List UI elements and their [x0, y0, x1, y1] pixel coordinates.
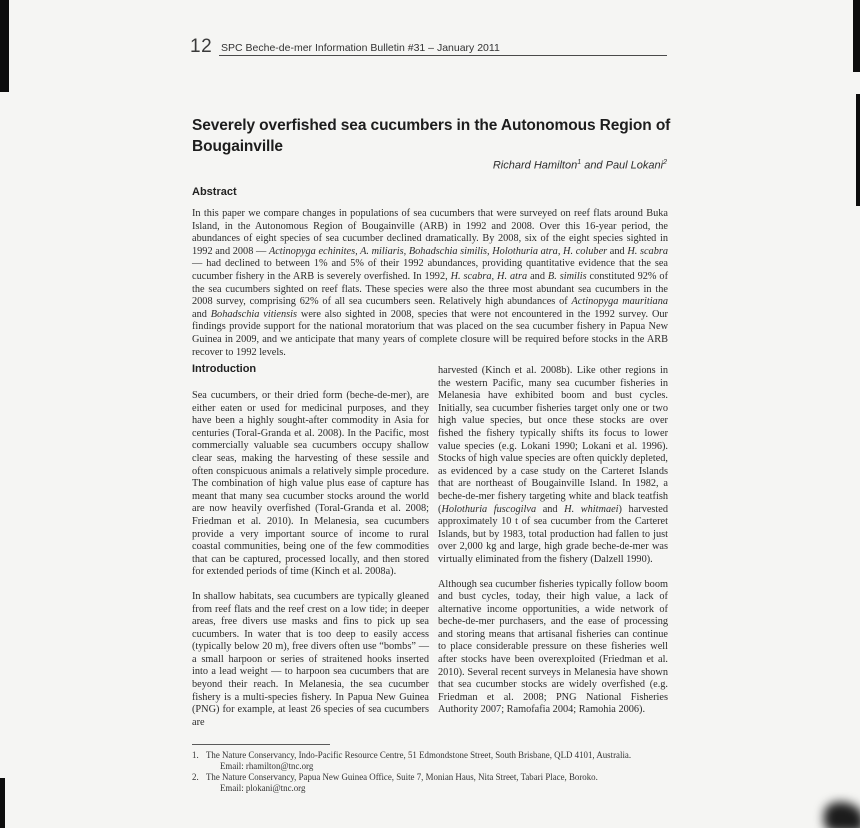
scan-artifact-corner-smudge — [824, 802, 860, 828]
footnote-1 — [192, 750, 674, 772]
footnote-1-number: 1. — [192, 750, 199, 760]
intro-right-paragraph-1: harvested (Kinch et al. 2008b). Like other regions in the western Pacific, many sea cucumber fisheries in Melanesia have exhibited boom and bust cycles. Initially, sea cucumber fisheries target only one or two high value species, but once these stocks are over fished the fishery typically shifts its focus to lower value species (e.g. Lokani 1990; Lokani et al. 1996). Stocks of high value species are often quickly depleted, as evidenced by a case study on the Carteret Islands that are northeast of Bougainville Island. In 1982, a beche-de-mer fishery targeting white and black teatfish (Holothuria fuscogilva and H. whitmaei) harvested approximately 10 t of sea cucumber from the Carteret Islands, but by 1983, total production had fallen to just over 2,000 kg and large, high grade beche-de-mer was virtually eliminated from the fishery (Dalzell 1990). — [438, 365, 668, 565]
footnote-2-address: The Nature Conservancy, Papua New Guinea Office, Suite 7, Monian Haus, Nita Street, Tabari Place, Boroko. — [206, 772, 598, 782]
header-rule — [219, 55, 667, 56]
abstract-paragraph: In this paper we compare changes in populations of sea cucumbers that were surveyed on reef flats around Buka Island, in the Autonomous Region of Bougainville (ARB) in 1992 and 2008. Over this 16-year period, the abundances of eight species of sea cucumber declined dramatically. By 2008, six of the eight species sighted in 1992 and 2008 — Actinopyga echinites, A. miliaris, Bohadschia similis, Holothuria atra, H. coluber and H. scabra — had declined to between 1% and 5% of their 1992 abundances, providing quantitative evidence that the sea cucumber fishery in the ARB is severely overfished. In 1992, H. scabra, H. atra and B. similis constituted 92% of the sea cucumbers sighted on reef flats. These species were also the three most abundant sea cucumbers in the 2008 survey, comprising 62% of all sea cucumbers seen. Relatively high abundances of Actinopyga mauritiana and Bohadschia vitiensis were also sighted in 2008, species that were not encountered in the 1992 survey. Our findings provide support for the national moratorium that was placed on the sea cucumber fishery in Papua New Guinea in 2009, and we anticipate that many years of complete closure will be required before stocks in the ARB recover to 1992 levels. — [192, 208, 669, 358]
scan-artifact-right-top — [853, 0, 860, 72]
intro-left-paragraph-1: Sea cucumbers, or their dried form (beche-de-mer), are either eaten or used for medicinal purposes, and they have been a highly sought-after commodity in Asia for centuries (Toral-Granda et al. 2008). In the Pacific, most commercially valuable sea cucumbers occupy shallow clear seas, making the harvesting of these sessile and often conspicuous animals a relatively simple procedure. The combination of high value plus ease of capture has meant that many sea cucumber stocks around the world are now heavily overfished (Toral-Granda et al. 2008; Friedman et al. 2010). In Melanesia, sea cucumbers provide a very important source of income to rural coastal communities, being one of the few commodities that can be captured, processed locally, and then stored for extended periods of time (Kinch et al. 2008a). — [192, 390, 429, 578]
footnote-1-address: The Nature Conservancy, Indo-Pacific Resource Centre, 51 Edmondstone Street, South Brisbane, QLD 4101, Australia. — [206, 750, 632, 760]
intro-left-paragraph-2: In shallow habitats, sea cucumbers are typically gleaned from reef flats and the reef crest on a low tide; in deeper areas, free divers use masks and fins to pick up sea cucumbers. In water that is too deep to easily access (typically below 20 m), free divers often use “bombs” — a small harpoon or series of straitened hooks inserted into a lead weight — to harpoon sea cucumbers that are beyond their reach. In Melanesia, the sea cucumber fishery is a multi-species fishery. In Papua New Guinea (PNG) for example, at least 26 species of sea cucumbers are — [192, 590, 429, 728]
scan-artifact-left-top — [0, 0, 9, 92]
column-left — [192, 390, 429, 741]
abstract-heading: Abstract — [192, 186, 237, 198]
footnote-2-email: Email: plokani@tnc.org — [220, 783, 306, 793]
introduction-heading: Introduction — [192, 363, 257, 375]
intro-right-paragraph-2: Although sea cucumber fisheries typically follow boom and bust cycles, today, their high value, a lack of alternative income opportunities, a wide network of beche-de-mer purchasers, and the ease of processing and storing means that artisanal fisheries can continue to place considerable pressure on these fisheries well after stocks have been overexploited (Friedman et al. 2010). Several recent surveys in Melanesia have shown that sea cucumber stocks are widely overfished (e.g. Friedman et al. 2008; PNG National Fisheries Authority 2007; Ramofafia 2004; Ramohia 2006). — [438, 578, 668, 716]
scan-artifact-right-upper — [856, 94, 860, 206]
authors-line: Richard Hamilton$^1$ and Paul Lokani$^2$ — [492, 159, 667, 172]
footnote-1-email: Email: rhamilton@tnc.org — [220, 761, 314, 771]
article-title: Severely overfished sea cucumbers in the Autonomous Region of Bougainville — [192, 117, 671, 155]
footnote-rule — [192, 744, 330, 745]
footnotes — [192, 750, 674, 794]
scan-artifact-left-bottom — [0, 778, 5, 828]
page-number: 12 — [190, 36, 213, 57]
column-right — [438, 365, 668, 729]
footnote-2-number: 2. — [192, 772, 199, 782]
running-header-title: SPC Beche-de-mer Information Bulletin #31 – January 2011 — [221, 42, 500, 54]
footnote-2 — [192, 772, 674, 794]
